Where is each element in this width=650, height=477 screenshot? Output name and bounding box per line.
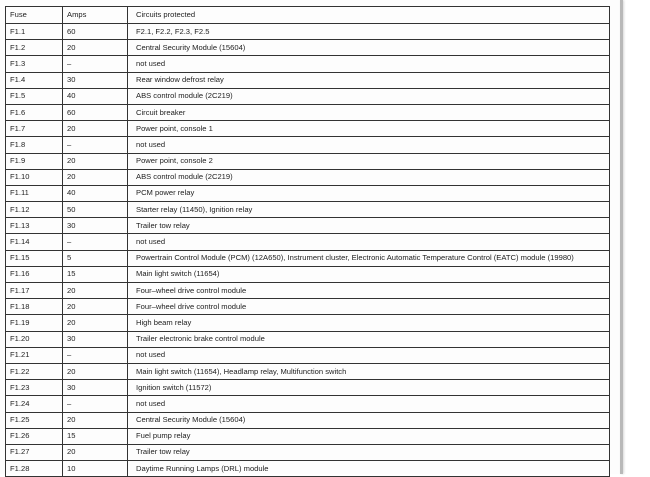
fuse-cell: F1.13 (6, 218, 63, 234)
amps-cell: 5 (63, 250, 128, 266)
amps-cell: 30 (63, 72, 128, 88)
fuse-cell: F1.7 (6, 121, 63, 137)
amps-cell: 20 (63, 121, 128, 137)
table-row (6, 40, 610, 56)
fuse-cell: F1.3 (6, 56, 63, 72)
circuits-cell: Main light switch (11654), Headlamp relay, Multifunction switch (128, 363, 610, 379)
header-amps: Amps (63, 7, 128, 24)
circuits-cell: Power point, console 2 (128, 153, 610, 169)
amps-cell: 20 (63, 315, 128, 331)
table-row (6, 121, 610, 137)
table-row (6, 299, 610, 315)
circuits-cell: not used (128, 234, 610, 250)
fuse-cell: F1.25 (6, 412, 63, 428)
amps-cell: 20 (63, 169, 128, 185)
table-row (6, 88, 610, 104)
table-row (6, 169, 610, 185)
circuits-cell: Rear window defrost relay (128, 72, 610, 88)
amps-cell: 30 (63, 218, 128, 234)
table-row (6, 24, 610, 40)
amps-cell: 60 (63, 24, 128, 40)
circuits-cell: not used (128, 347, 610, 363)
circuits-cell: Four–wheel drive control module (128, 283, 610, 299)
table-header-row (6, 7, 610, 24)
amps-cell: 20 (63, 40, 128, 56)
circuits-cell: Main light switch (11654) (128, 266, 610, 282)
circuits-cell: Trailer electronic brake control module (128, 331, 610, 347)
amps-cell: 30 (63, 331, 128, 347)
table-row (6, 428, 610, 444)
fuse-cell: F1.6 (6, 104, 63, 120)
amps-cell: – (63, 56, 128, 72)
circuits-cell: Power point, console 1 (128, 121, 610, 137)
amps-cell: 20 (63, 283, 128, 299)
amps-cell: – (63, 137, 128, 153)
circuits-cell: Central Security Module (15604) (128, 40, 610, 56)
fuse-cell: F1.26 (6, 428, 63, 444)
circuits-cell: Trailer tow relay (128, 444, 610, 460)
table-row (6, 380, 610, 396)
fuse-cell: F1.20 (6, 331, 63, 347)
circuits-cell: F2.1, F2.2, F2.3, F2.5 (128, 24, 610, 40)
circuits-cell: High beam relay (128, 315, 610, 331)
amps-cell: 20 (63, 363, 128, 379)
table-row (6, 218, 610, 234)
page-edge (620, 0, 623, 474)
fuse-cell: F1.19 (6, 315, 63, 331)
fuse-cell: F1.12 (6, 202, 63, 218)
table-row (6, 137, 610, 153)
fuse-cell: F1.4 (6, 72, 63, 88)
fuse-cell: F1.1 (6, 24, 63, 40)
table-row (6, 347, 610, 363)
circuits-cell: Trailer tow relay (128, 218, 610, 234)
amps-cell: 15 (63, 428, 128, 444)
fuse-cell: F1.21 (6, 347, 63, 363)
fuse-cell: F1.11 (6, 185, 63, 201)
circuits-cell: Four–wheel drive control module (128, 299, 610, 315)
circuits-cell: Ignition switch (11572) (128, 380, 610, 396)
table-row (6, 234, 610, 250)
amps-cell: 40 (63, 185, 128, 201)
table-row (6, 412, 610, 428)
table-row (6, 266, 610, 282)
circuits-cell: not used (128, 56, 610, 72)
circuits-cell: not used (128, 396, 610, 412)
fuse-cell: F1.24 (6, 396, 63, 412)
amps-cell: 60 (63, 104, 128, 120)
table-row (6, 202, 610, 218)
amps-cell: 30 (63, 380, 128, 396)
fuse-cell: F1.15 (6, 250, 63, 266)
table-row (6, 104, 610, 120)
fuse-cell: F1.17 (6, 283, 63, 299)
table-row (6, 56, 610, 72)
amps-cell: 20 (63, 444, 128, 460)
table-row (6, 315, 610, 331)
fuse-cell: F1.16 (6, 266, 63, 282)
circuits-cell: ABS control module (2C219) (128, 169, 610, 185)
fuse-cell: F1.28 (6, 461, 63, 477)
table-row (6, 153, 610, 169)
amps-cell: – (63, 234, 128, 250)
circuits-cell: Circuit breaker (128, 104, 610, 120)
table-row (6, 331, 610, 347)
amps-cell: – (63, 347, 128, 363)
amps-cell: 20 (63, 299, 128, 315)
fuse-cell: F1.5 (6, 88, 63, 104)
header-fuse: Fuse (6, 7, 63, 24)
table-row (6, 185, 610, 201)
table-row (6, 444, 610, 460)
amps-cell: 20 (63, 153, 128, 169)
fuse-cell: F1.9 (6, 153, 63, 169)
fuse-cell: F1.10 (6, 169, 63, 185)
fuse-cell: F1.23 (6, 380, 63, 396)
header-circuits: Circuits protected (128, 7, 610, 24)
amps-cell: 10 (63, 461, 128, 477)
circuits-cell: Daytime Running Lamps (DRL) module (128, 461, 610, 477)
circuits-cell: PCM power relay (128, 185, 610, 201)
table-row (6, 283, 610, 299)
amps-cell: – (63, 396, 128, 412)
circuits-cell: ABS control module (2C219) (128, 88, 610, 104)
table-row (6, 72, 610, 88)
table-row (6, 461, 610, 477)
amps-cell: 15 (63, 266, 128, 282)
amps-cell: 40 (63, 88, 128, 104)
fuse-cell: F1.27 (6, 444, 63, 460)
fuse-table (5, 6, 610, 477)
circuits-cell: not used (128, 137, 610, 153)
fuse-cell: F1.18 (6, 299, 63, 315)
circuits-cell: Central Security Module (15604) (128, 412, 610, 428)
amps-cell: 20 (63, 412, 128, 428)
table-row (6, 250, 610, 266)
amps-cell: 50 (63, 202, 128, 218)
circuits-cell: Powertrain Control Module (PCM) (12A650), Instrument cluster, Electronic Automatic Temperature Control (EATC) module (19980) (128, 250, 610, 266)
fuse-cell: F1.14 (6, 234, 63, 250)
fuse-cell: F1.8 (6, 137, 63, 153)
fuse-cell: F1.2 (6, 40, 63, 56)
fuse-cell: F1.22 (6, 363, 63, 379)
table-row (6, 396, 610, 412)
circuits-cell: Fuel pump relay (128, 428, 610, 444)
circuits-cell: Starter relay (11450), Ignition relay (128, 202, 610, 218)
table-row (6, 363, 610, 379)
